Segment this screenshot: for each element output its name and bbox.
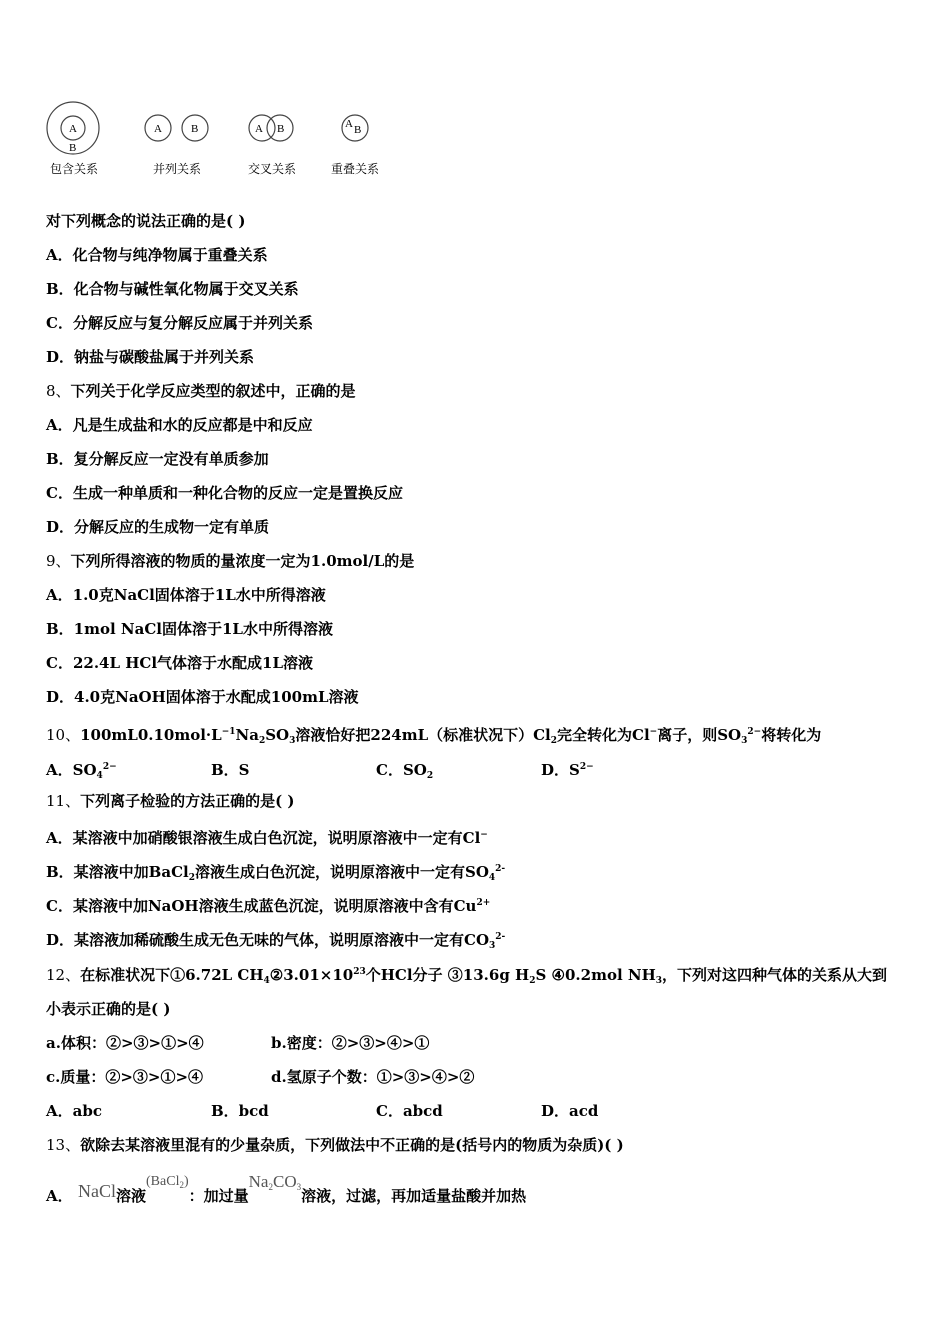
q12-statement-a: a.体积：②>③>①>④: [46, 1034, 204, 1052]
q11-c-text: C．某溶液中加NaOH溶液生成蓝色沉淀，说明原溶液中含有Cu: [46, 897, 477, 915]
q13-a-f3sub2: 3: [296, 1182, 302, 1192]
q9-option-a: A．1.0克NaCl固体溶于1L水中所得溶液: [46, 586, 326, 604]
q10-p1sup: −1: [221, 727, 236, 737]
q10-optA-sub: 4: [96, 771, 103, 781]
q12-stem-line1: [46, 962, 887, 991]
q10-p4: 溶液恰好把224mL（标准状况下）Cl: [295, 726, 551, 744]
q8-option-d: D．分解反应的生成物一定有单质: [46, 518, 270, 536]
diagram-label-intersect: 交叉关系: [248, 162, 297, 176]
q12-l1sup: 23: [353, 967, 366, 977]
q10-number: 10、: [46, 726, 81, 744]
q11-d-sub: 3: [489, 941, 496, 951]
q10-option-a: [46, 757, 211, 786]
overlap-a: A: [345, 118, 353, 130]
diagram-label-inclusion: 包含关系: [50, 162, 99, 176]
q12-statements-cd: [46, 1067, 474, 1087]
q10-p5: 完全转化为Cl: [557, 726, 650, 744]
q11-option-c: [46, 893, 490, 916]
inclusion-a: A: [69, 123, 77, 135]
q13-a-f2sub: 2: [179, 1180, 184, 1190]
q8-text: 下列关于化学反应类型的叙述中，正确的是: [70, 382, 356, 400]
q10-p2: Na: [235, 726, 259, 744]
q11-stem: [46, 791, 295, 811]
q13-a-text2: ：加过量: [188, 1187, 249, 1205]
q11-option-d: [46, 927, 505, 956]
q8-option-c: C．生成一种单质和一种化合物的反应一定是置换反应: [46, 484, 403, 502]
q10-p3: SO: [265, 726, 290, 744]
q11-text: 下列离子检验的方法正确的是( ): [80, 792, 295, 810]
q7-option-d: D．钠盐与碳酸盐属于并列关系: [46, 348, 255, 366]
q12-number: 12、: [46, 966, 81, 984]
q10-optA-sup: 2−: [102, 762, 117, 772]
q10-options: [46, 757, 706, 786]
q9-option-d: D．4.0克NaOH固体溶于水配成100mL溶液: [46, 688, 359, 706]
q8-stem: [46, 381, 356, 401]
q10-p6sub: 3: [741, 736, 748, 746]
q12-options: [46, 1101, 706, 1121]
q12-option-a: A．abc: [46, 1102, 102, 1120]
q12-statements-ab: [46, 1033, 429, 1053]
q13-a-f2end: ): [183, 1174, 189, 1189]
q13-text: 欲除去某溶液里混有的少量杂质，下列做法中不正确的是(括号内的物质为杂质)( ): [80, 1136, 624, 1154]
q13-option-a: [46, 1172, 527, 1205]
q10-p6: 离子，则SO: [657, 726, 742, 744]
q12-statement-b: b.密度：②>③>④>①: [271, 1034, 430, 1052]
q12-l1b: ②3.01×10: [269, 966, 354, 984]
q10-option-c: [376, 760, 541, 786]
q9-text: 下列所得溶液的物质的量浓度一定为1.0mol/L的是: [70, 552, 415, 570]
q10-p4sub: 2: [550, 736, 558, 746]
q11-c-sup: 2+: [476, 898, 491, 908]
q13-a-f2: (BaCl: [146, 1174, 180, 1189]
q12-stem-line2: 小表示正确的是( ): [46, 1000, 171, 1018]
q12-option-c: C．abcd: [376, 1102, 443, 1120]
q13-a-f3sub: 2: [268, 1182, 273, 1192]
intersect-b: B: [277, 123, 285, 135]
q11-d-sup: 2-: [495, 932, 506, 942]
q13-a-formula-na2co3: [249, 1172, 301, 1191]
q12-l1c: 个HCl分子 ③13.6g H: [365, 966, 530, 984]
q13-a-f3: Na: [248, 1172, 269, 1191]
q11-a-text: A．某溶液中加硝酸银溶液生成白色沉淀，说明原溶液中一定有Cl: [46, 829, 481, 847]
q10-optD-text: D．S: [541, 761, 580, 779]
q13-a-text1: 溶液: [116, 1187, 147, 1205]
parallel-b: B: [191, 123, 199, 135]
q10-p5sup: −: [649, 727, 658, 737]
overlap-b: B: [354, 124, 362, 136]
q8-number: 8、: [46, 382, 71, 400]
q10-optA-text: A．SO: [46, 761, 97, 779]
q12-l1d: S ④0.2mol NH: [535, 966, 656, 984]
diagram-label-parallel: 并列关系: [153, 162, 202, 176]
q11-b-sup: 2-: [495, 864, 506, 874]
q12-l1a: 在标准状况下①6.72L CH: [80, 966, 264, 984]
q12-statement-c: c.质量：②>③>①>④: [46, 1068, 204, 1086]
q12-l1sub1: 4: [263, 976, 270, 986]
q13-a-formula-nacl: NaCl: [78, 1181, 116, 1201]
q12-l1sub2: 2: [529, 976, 536, 986]
q9-option-b: B．1mol NaCl固体溶于1L水中所得溶液: [46, 620, 333, 638]
q11-d-text: D．某溶液加稀硫酸生成无色无味的气体，说明原溶液中一定有CO: [46, 931, 490, 949]
q10-p3sub: 3: [289, 736, 296, 746]
q11-option-b: [46, 859, 505, 888]
parallel-a: A: [154, 123, 162, 135]
q12-option-b: B．bcd: [211, 1102, 269, 1120]
q13-number: 13、: [46, 1136, 81, 1154]
q9-option-c: C．22.4L HCl气体溶于水配成1L溶液: [46, 654, 314, 672]
q13-stem: [46, 1135, 624, 1155]
q10-option-d: [541, 757, 706, 780]
inclusion-b: B: [69, 142, 77, 154]
q10-p7: 将转化为: [761, 726, 822, 744]
q7-option-a: A．化合物与纯净物属于重叠关系: [46, 246, 268, 264]
q13-a-f3b: CO: [272, 1172, 297, 1191]
q10-p6sup: 2−: [747, 727, 762, 737]
q9-stem: [46, 551, 414, 571]
q13-a-text3: 溶液，过滤，再加适量盐酸并加热: [301, 1187, 527, 1205]
q8-option-b: B．复分解反应一定没有单质参加: [46, 450, 269, 468]
q7-stem: 对下列概念的说法正确的是( ): [46, 212, 246, 230]
q10-optC-sub: 2: [426, 771, 434, 781]
q7-option-c: C．分解反应与复分解反应属于并列关系: [46, 314, 313, 332]
q11-option-a: [46, 825, 488, 848]
q11-b-sub2: 4: [488, 873, 496, 883]
q9-number: 9、: [46, 552, 71, 570]
q13-a-formula-bacl2: [146, 1174, 189, 1189]
q12-option-d: D．acd: [541, 1102, 599, 1120]
q12-l1e: ，下列对这四种气体的关系从大到: [662, 966, 888, 984]
q10-p1: 100mL0.10mol·L: [80, 726, 222, 744]
q10-optD-sup: 2−: [579, 762, 594, 772]
q11-b-text2: 溶液生成白色沉淀，说明原溶液中一定有SO: [194, 863, 489, 881]
q11-b-sub: 2: [188, 873, 195, 883]
q11-b-text1: B．某溶液中加BaCl: [46, 863, 189, 881]
q10-optC-text: C．SO: [376, 761, 427, 779]
q10-stem: [46, 722, 821, 751]
diagram-label-overlap: 重叠关系: [331, 162, 380, 176]
q12-l1sub3: 3: [655, 976, 663, 986]
q12-statement-d: d.氢原子个数：①>③>④>②: [271, 1068, 475, 1086]
q13-a-label: A．: [46, 1187, 73, 1205]
intersect-a: A: [255, 123, 263, 135]
q11-number: 11、: [46, 792, 81, 810]
q10-p2sub: 2: [258, 736, 266, 746]
q10-option-b: B．S: [211, 761, 250, 779]
q7-option-b: B．化合物与碱性氧化物属于交叉关系: [46, 280, 299, 298]
q8-option-a: A．凡是生成盐和水的反应都是中和反应: [46, 416, 313, 434]
q11-a-sup: −: [480, 830, 488, 840]
